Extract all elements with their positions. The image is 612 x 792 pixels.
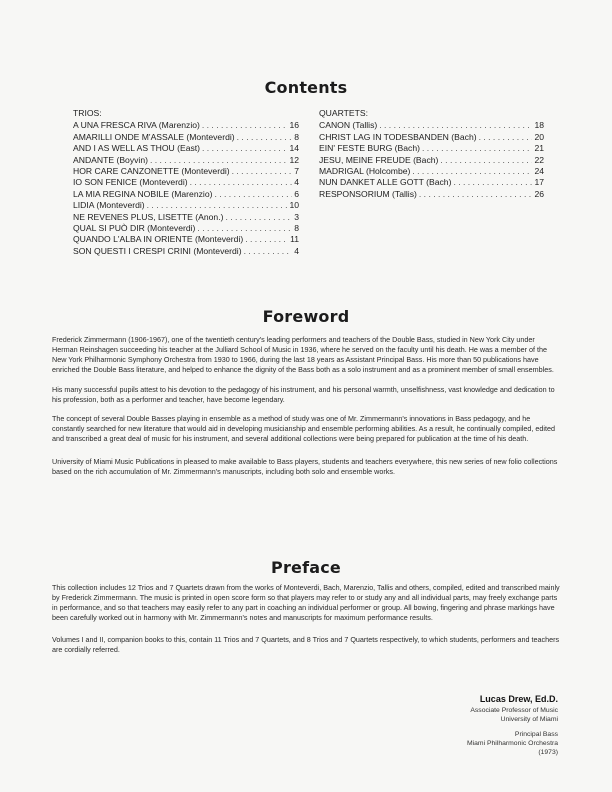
toc-entry-title: HOR CARE CANZONETTE (Monteverdi) xyxy=(73,166,230,177)
toc-entry-title: SON QUESTI I CRESPI CRINI (Monteverdi) xyxy=(73,245,242,256)
signature-institution: University of Miami xyxy=(500,716,558,723)
toc-entry-title: AMARILLI ONDE M'ASSALE (Monteverdi) xyxy=(73,131,235,142)
toc-entry xyxy=(73,177,299,188)
toc-leader-dots xyxy=(379,120,532,131)
toc-leader-dots xyxy=(197,223,292,234)
toc-entry-page: 6 xyxy=(294,188,299,199)
toc-entry-title: CANON (Tallis) xyxy=(319,120,378,131)
toc-entry xyxy=(73,246,299,257)
toc-entry-title: NUN DANKET ALLE GOTT (Bach) xyxy=(319,177,452,188)
toc-entry-title: QUAL SI PUÒ DIR (Monteverdi) xyxy=(73,223,196,234)
foreword-paragraph: University of Miami Music Publications in pleased to make available to Bass players, students and teachers everywhere, this new series of new folio collections based on the rich accumulation of Mr. Zimmermann's manuscripts, including both solo and ensemble works. xyxy=(52,457,558,476)
signature-block xyxy=(467,695,558,757)
toc-entry-page: 10 xyxy=(289,200,299,211)
signature-year: (1973) xyxy=(538,749,558,756)
toc-leader-dots xyxy=(147,200,288,211)
toc-entry-title: IO SON FENICE (Monteverdi) xyxy=(73,177,188,188)
toc-entry-page: 22 xyxy=(534,154,544,165)
toc-entry-page: 4 xyxy=(294,177,299,188)
toc-leader-dots xyxy=(245,234,288,245)
toc-entry-page: 3 xyxy=(294,211,299,222)
toc-entry-page: 18 xyxy=(534,120,544,131)
preface-paragraph: Volumes I and II, companion books to this, contain 11 Trios and 7 Quartets, and 8 Trios and 7 Quartets respectively, to which students, performers and teachers are cordially referred. xyxy=(52,635,560,654)
toc-leader-dots xyxy=(150,155,287,166)
toc-entry-page: 16 xyxy=(289,120,299,131)
contents-heading: Contents xyxy=(264,78,348,97)
toc-entry xyxy=(319,143,544,154)
toc-entry-title: NE REVENES PLUS, LISETTE (Anon.) xyxy=(73,211,224,222)
toc-entry xyxy=(73,200,299,211)
toc-entry-page: 4 xyxy=(294,245,299,256)
toc-leader-dots xyxy=(479,132,533,143)
toc-leader-dots xyxy=(237,132,293,143)
toc-leader-dots xyxy=(412,166,532,177)
toc-leader-dots xyxy=(214,189,292,200)
quartets-list xyxy=(319,108,544,200)
toc-leader-dots xyxy=(422,143,532,154)
toc-entry-title: MADRIGAL (Holcombe) xyxy=(319,166,411,177)
toc-entry xyxy=(73,234,299,245)
toc-entry xyxy=(319,166,544,177)
toc-entry xyxy=(319,177,544,188)
toc-leader-dots xyxy=(202,143,287,154)
toc-entry-page: 24 xyxy=(534,166,544,177)
quartets-label: QUARTETS: xyxy=(319,108,369,118)
toc-entry-title: A UNA FRESCA RIVA (Marenzio) xyxy=(73,120,200,131)
toc-leader-dots xyxy=(225,212,292,223)
toc-entry-page: 8 xyxy=(294,131,299,142)
foreword-paragraph: The concept of several Double Basses playing in ensemble as a method of study was one of Mr. Zimmermann's innovations in Bass pedagogy, and he constantly searched for new literature that would aid in developing musicianship and ensemble performing abilities. As a result, he continually compiled, edited and transcribed a great deal of music for his instrument, and several additional collections were being prepared for publication at the time of his death. xyxy=(52,414,556,443)
toc-entry xyxy=(73,120,299,131)
toc-entry-page: 20 xyxy=(534,131,544,142)
toc-entry-title: QUANDO L'ALBA IN ORIENTE (Monteverdi) xyxy=(73,234,244,245)
toc-entry-title: AND I AS WELL AS THOU (East) xyxy=(73,143,201,154)
toc-entry xyxy=(73,132,299,143)
foreword-heading: Foreword xyxy=(262,307,350,326)
toc-leader-dots xyxy=(419,189,533,200)
preface-heading: Preface xyxy=(271,558,341,577)
trios-list xyxy=(73,108,299,257)
toc-entry-title: RESPONSORIUM (Tallis) xyxy=(319,188,417,199)
toc-entry-page: 7 xyxy=(294,166,299,177)
toc-entry-title: LIDIA (Monteverdi) xyxy=(73,200,145,211)
toc-entry-page: 14 xyxy=(289,143,299,154)
toc-leader-dots xyxy=(202,120,288,131)
toc-entry xyxy=(319,132,544,143)
toc-entry-page: 21 xyxy=(534,143,544,154)
toc-entry-page: 11 xyxy=(290,234,299,245)
toc-entry-title: EIN' FESTE BURG (Bach) xyxy=(319,143,420,154)
toc-entry xyxy=(73,155,299,166)
signature-name: Lucas Drew, Ed.D. xyxy=(479,694,558,704)
toc-entry xyxy=(319,120,544,131)
toc-leader-dots xyxy=(440,155,532,166)
toc-entry xyxy=(73,189,299,200)
toc-entry-page: 12 xyxy=(289,154,299,165)
toc-entry-title: LA MIA REGINA NOBILE (Marenzio) xyxy=(73,188,213,199)
toc-entry-page: 26 xyxy=(534,188,544,199)
toc-entry xyxy=(319,155,544,166)
toc-entry xyxy=(73,143,299,154)
signature-title: Associate Professor of Music xyxy=(470,707,558,714)
toc-entry-title: JESU, MEINE FREUDE (Bach) xyxy=(319,154,439,165)
toc-leader-dots xyxy=(453,177,532,188)
foreword-paragraph: Frederick Zimmermann (1906-1967), one of the twentieth century's leading performers and teachers of the Double Bass, studied in New York City under Herman Reinshagen succeeding his teacher at the Julliard School of Music in 1936, where he served on the faculty until his death. He was a member of the New York Philharmonic Symphony Orchestra from 1930 to 1966, during the last 18 years as Assistant Principal Bass. His more than 50 publications have enriched the Double Bass literature, and helped to enhance the dignity of the Bass both as a solo instrument and as a prominent member of small ensembles. xyxy=(52,335,554,374)
toc-entry xyxy=(319,189,544,200)
toc-entry-page: 17 xyxy=(534,177,544,188)
toc-leader-dots xyxy=(244,246,293,257)
toc-leader-dots xyxy=(232,166,293,177)
signature-orchestra: Miami Philharmonic Orchestra xyxy=(466,740,558,747)
toc-entry-page: 8 xyxy=(294,223,299,234)
toc-entry-title: ANDANTE (Boyvin) xyxy=(73,154,148,165)
foreword-paragraph: His many successful pupils attest to his devotion to the pedagogy of his instrument, and his personal warmth, unselfishness, vast knowledge and dedication to his profession, both as a performer and teacher, have become legendary. xyxy=(52,385,555,404)
toc-entry-title: CHRIST LAG IN TODESBANDEN (Bach) xyxy=(319,131,477,142)
signature-position: Principal Bass xyxy=(514,731,558,738)
toc-leader-dots xyxy=(190,177,293,188)
toc-entry xyxy=(73,166,299,177)
trios-label: TRIOS: xyxy=(73,108,102,118)
toc-entry xyxy=(73,223,299,234)
toc-entry xyxy=(73,212,299,223)
preface-paragraph: This collection includes 12 Trios and 7 Quartets drawn from the works of Monteverdi, Bach, Marenzio, Tallis and others, compiled, edited and transcribed mainly by Frederick Zimmermann. The music is printed in open score form so that players may refer to or study any and all individual parts, may freely exchange parts in performance, and so that teachers may easily refer to any part in coaching an individual performer or group. All bowing, fingering and phrase markings have been carefully worked out in harmony with Mr. Zimmermann's notes and manuscripts for maximum performance results. xyxy=(52,583,560,622)
